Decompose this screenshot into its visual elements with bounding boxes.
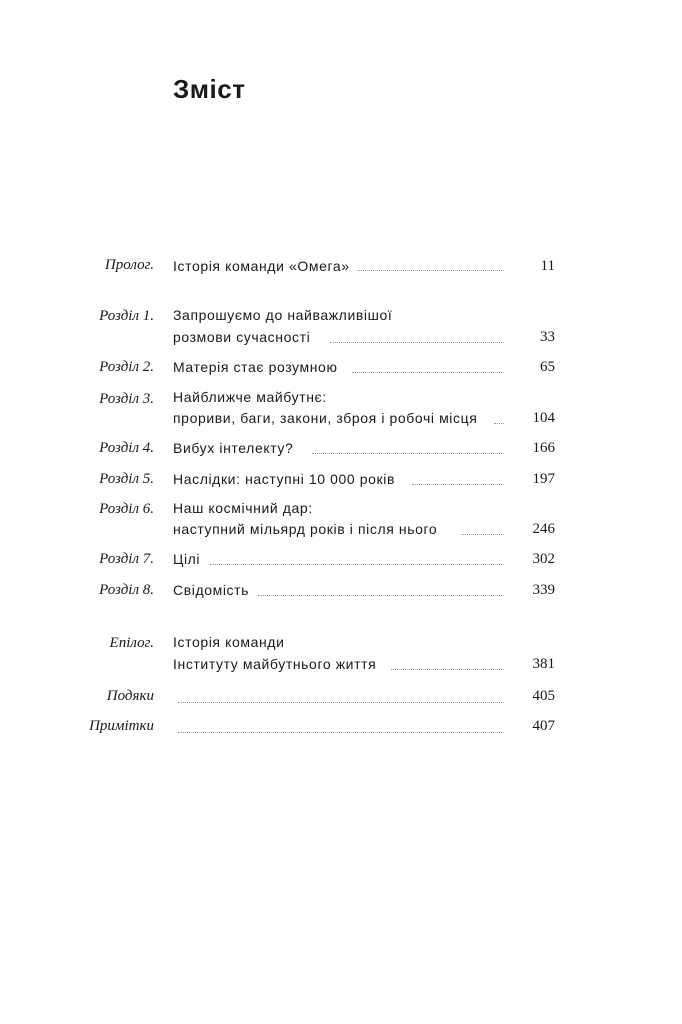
toc-leader xyxy=(461,534,504,535)
toc-leader xyxy=(494,423,504,424)
toc-leader xyxy=(330,342,504,343)
toc-page-number: 381 xyxy=(532,656,555,672)
toc-label: Подяки xyxy=(106,688,154,704)
toc-title-line1: Запрошуємо до найважливішої xyxy=(173,307,393,323)
toc-title-line2: розмови сучасності xyxy=(173,329,311,345)
toc-label: Розділ 4. xyxy=(99,440,154,456)
toc-label: Розділ 7. xyxy=(99,551,154,567)
toc-title-line1: Історія команди «Омега» xyxy=(173,258,350,274)
toc-page-number: 246 xyxy=(532,521,555,537)
toc-leader xyxy=(412,484,504,485)
toc-title-line1: Наш космічний дар: xyxy=(173,500,313,516)
toc-label: Епілог. xyxy=(109,635,154,651)
toc-title-line2: прориви, баги, закони, зброя і робочі місця xyxy=(173,410,478,426)
toc-leader xyxy=(178,702,504,703)
toc-leader xyxy=(357,270,504,271)
page-title: Зміст xyxy=(173,74,246,104)
toc-leader xyxy=(258,595,504,596)
toc-label: Розділ 2. xyxy=(99,359,154,375)
toc-page-number: 302 xyxy=(532,551,555,567)
toc-page-number: 11 xyxy=(540,258,555,274)
toc-title-line2: Інституту майбутнього життя xyxy=(173,656,377,672)
toc-label: Пролог. xyxy=(104,257,154,273)
toc-label: Примітки xyxy=(89,718,154,734)
toc-leader xyxy=(352,372,504,373)
toc-label: Розділ 5. xyxy=(99,471,154,487)
toc-title-line1: Свідомість xyxy=(173,582,250,598)
toc-page-number: 197 xyxy=(532,471,555,487)
toc-title-line1: Історія команди xyxy=(173,634,285,650)
toc-title-line2: наступний мільярд років і після нього xyxy=(173,521,438,537)
toc-leader xyxy=(312,453,504,454)
toc-leader xyxy=(210,564,504,565)
toc-leader xyxy=(178,732,504,733)
toc-page-number: 405 xyxy=(532,688,555,704)
toc-label: Розділ 6. xyxy=(99,501,154,517)
toc-leader xyxy=(391,669,504,670)
toc-title-line1: Наслідки: наступні 10 000 років xyxy=(173,471,396,487)
toc-page-number: 65 xyxy=(540,359,555,375)
toc-title-line1: Найближче майбутнє: xyxy=(173,389,327,405)
toc-title-line1: Матерія стає розумною xyxy=(173,359,338,375)
toc-page-number: 166 xyxy=(532,440,555,456)
toc-page-number: 407 xyxy=(532,718,555,734)
toc-label: Розділ 8. xyxy=(99,582,154,598)
toc-label: Розділ 3. xyxy=(99,391,154,407)
toc-title-line1: Вибух інтелекту? xyxy=(173,440,294,456)
toc-page-number: 104 xyxy=(532,410,555,426)
toc-page-number: 339 xyxy=(532,582,555,598)
toc-title-line1: Цілі xyxy=(173,551,201,567)
toc-page-number: 33 xyxy=(540,329,555,345)
toc-label: Розділ 1. xyxy=(99,308,154,324)
